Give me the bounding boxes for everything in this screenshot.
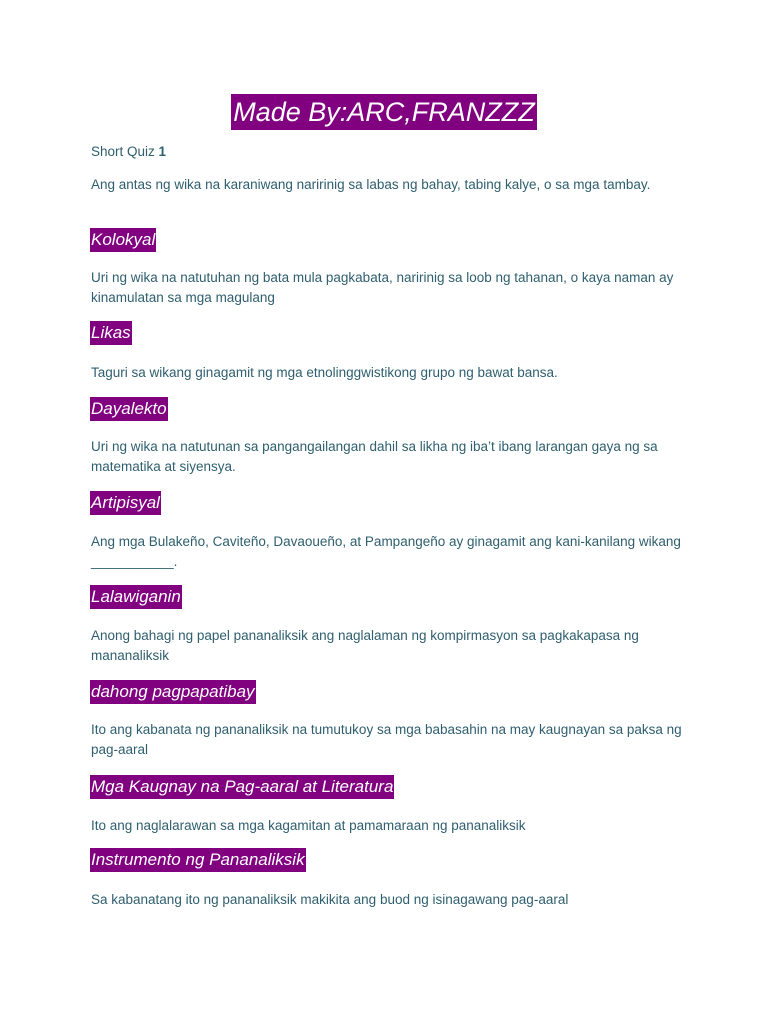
question-2: Uri ng wika na natutuhan ng bata mula pagkabata, naririnig sa loob ng tahanan, o kaya naman ay kinamulatan sa mga magulang [91, 270, 674, 305]
title-wrapper [0, 94, 768, 130]
question-9: Sa kabanatang ito ng pananaliksik makikita ang buod ng isinagawang pag-aaral [91, 892, 569, 907]
question-1: Ang antas ng wika na karaniwang naririnig sa labas ng bahay, tabing kalye, o sa mga tambay. [91, 177, 651, 192]
answer-5: Lalawiganin [90, 585, 182, 609]
answer-3: Dayalekto [90, 397, 168, 421]
answer-7: Mga Kaugnay na Pag-aaral at Literatura [90, 775, 394, 799]
answer-2: Likas [90, 321, 132, 345]
question-7: Ito ang kabanata ng pananaliksik na tumutukoy sa mga babasahin na may kaugnayan sa paksa ng pag-aaral [91, 722, 682, 757]
subtitle-text: Short Quiz [91, 144, 159, 159]
question-6: Anong bahagi ng papel pananaliksik ang naglalaman ng kompirmasyon sa pagkakapasa ng mananaliksik [91, 628, 639, 663]
question-5: Ang mga Bulakeño, Caviteño, Davaoueño, at Pampangeño ay ginagamit ang kani-kanilang wikang ___________. [91, 534, 681, 569]
question-4: Uri ng wika na natutunan sa pangangailangan dahil sa likha ng iba’t ibang larangan gaya ng sa matematika at siyensya. [91, 439, 658, 474]
question-3: Taguri sa wikang ginagamit ng mga etnolinggwistikong grupo ng bawat bansa. [91, 365, 558, 380]
document-title: Made By:ARC,FRANZZZ [231, 94, 537, 130]
quiz-subtitle [91, 142, 166, 162]
answer-6: dahong pagpapatibay [90, 680, 256, 704]
answer-8: Instrumento ng Pananaliksik [90, 848, 306, 872]
question-8: Ito ang naglalarawan sa mga kagamitan at pamamaraan ng pananaliksik [91, 818, 526, 833]
answer-4: Artipisyal [90, 491, 161, 515]
subtitle-number: 1 [158, 144, 167, 159]
answer-1: Kolokyal [90, 228, 156, 252]
